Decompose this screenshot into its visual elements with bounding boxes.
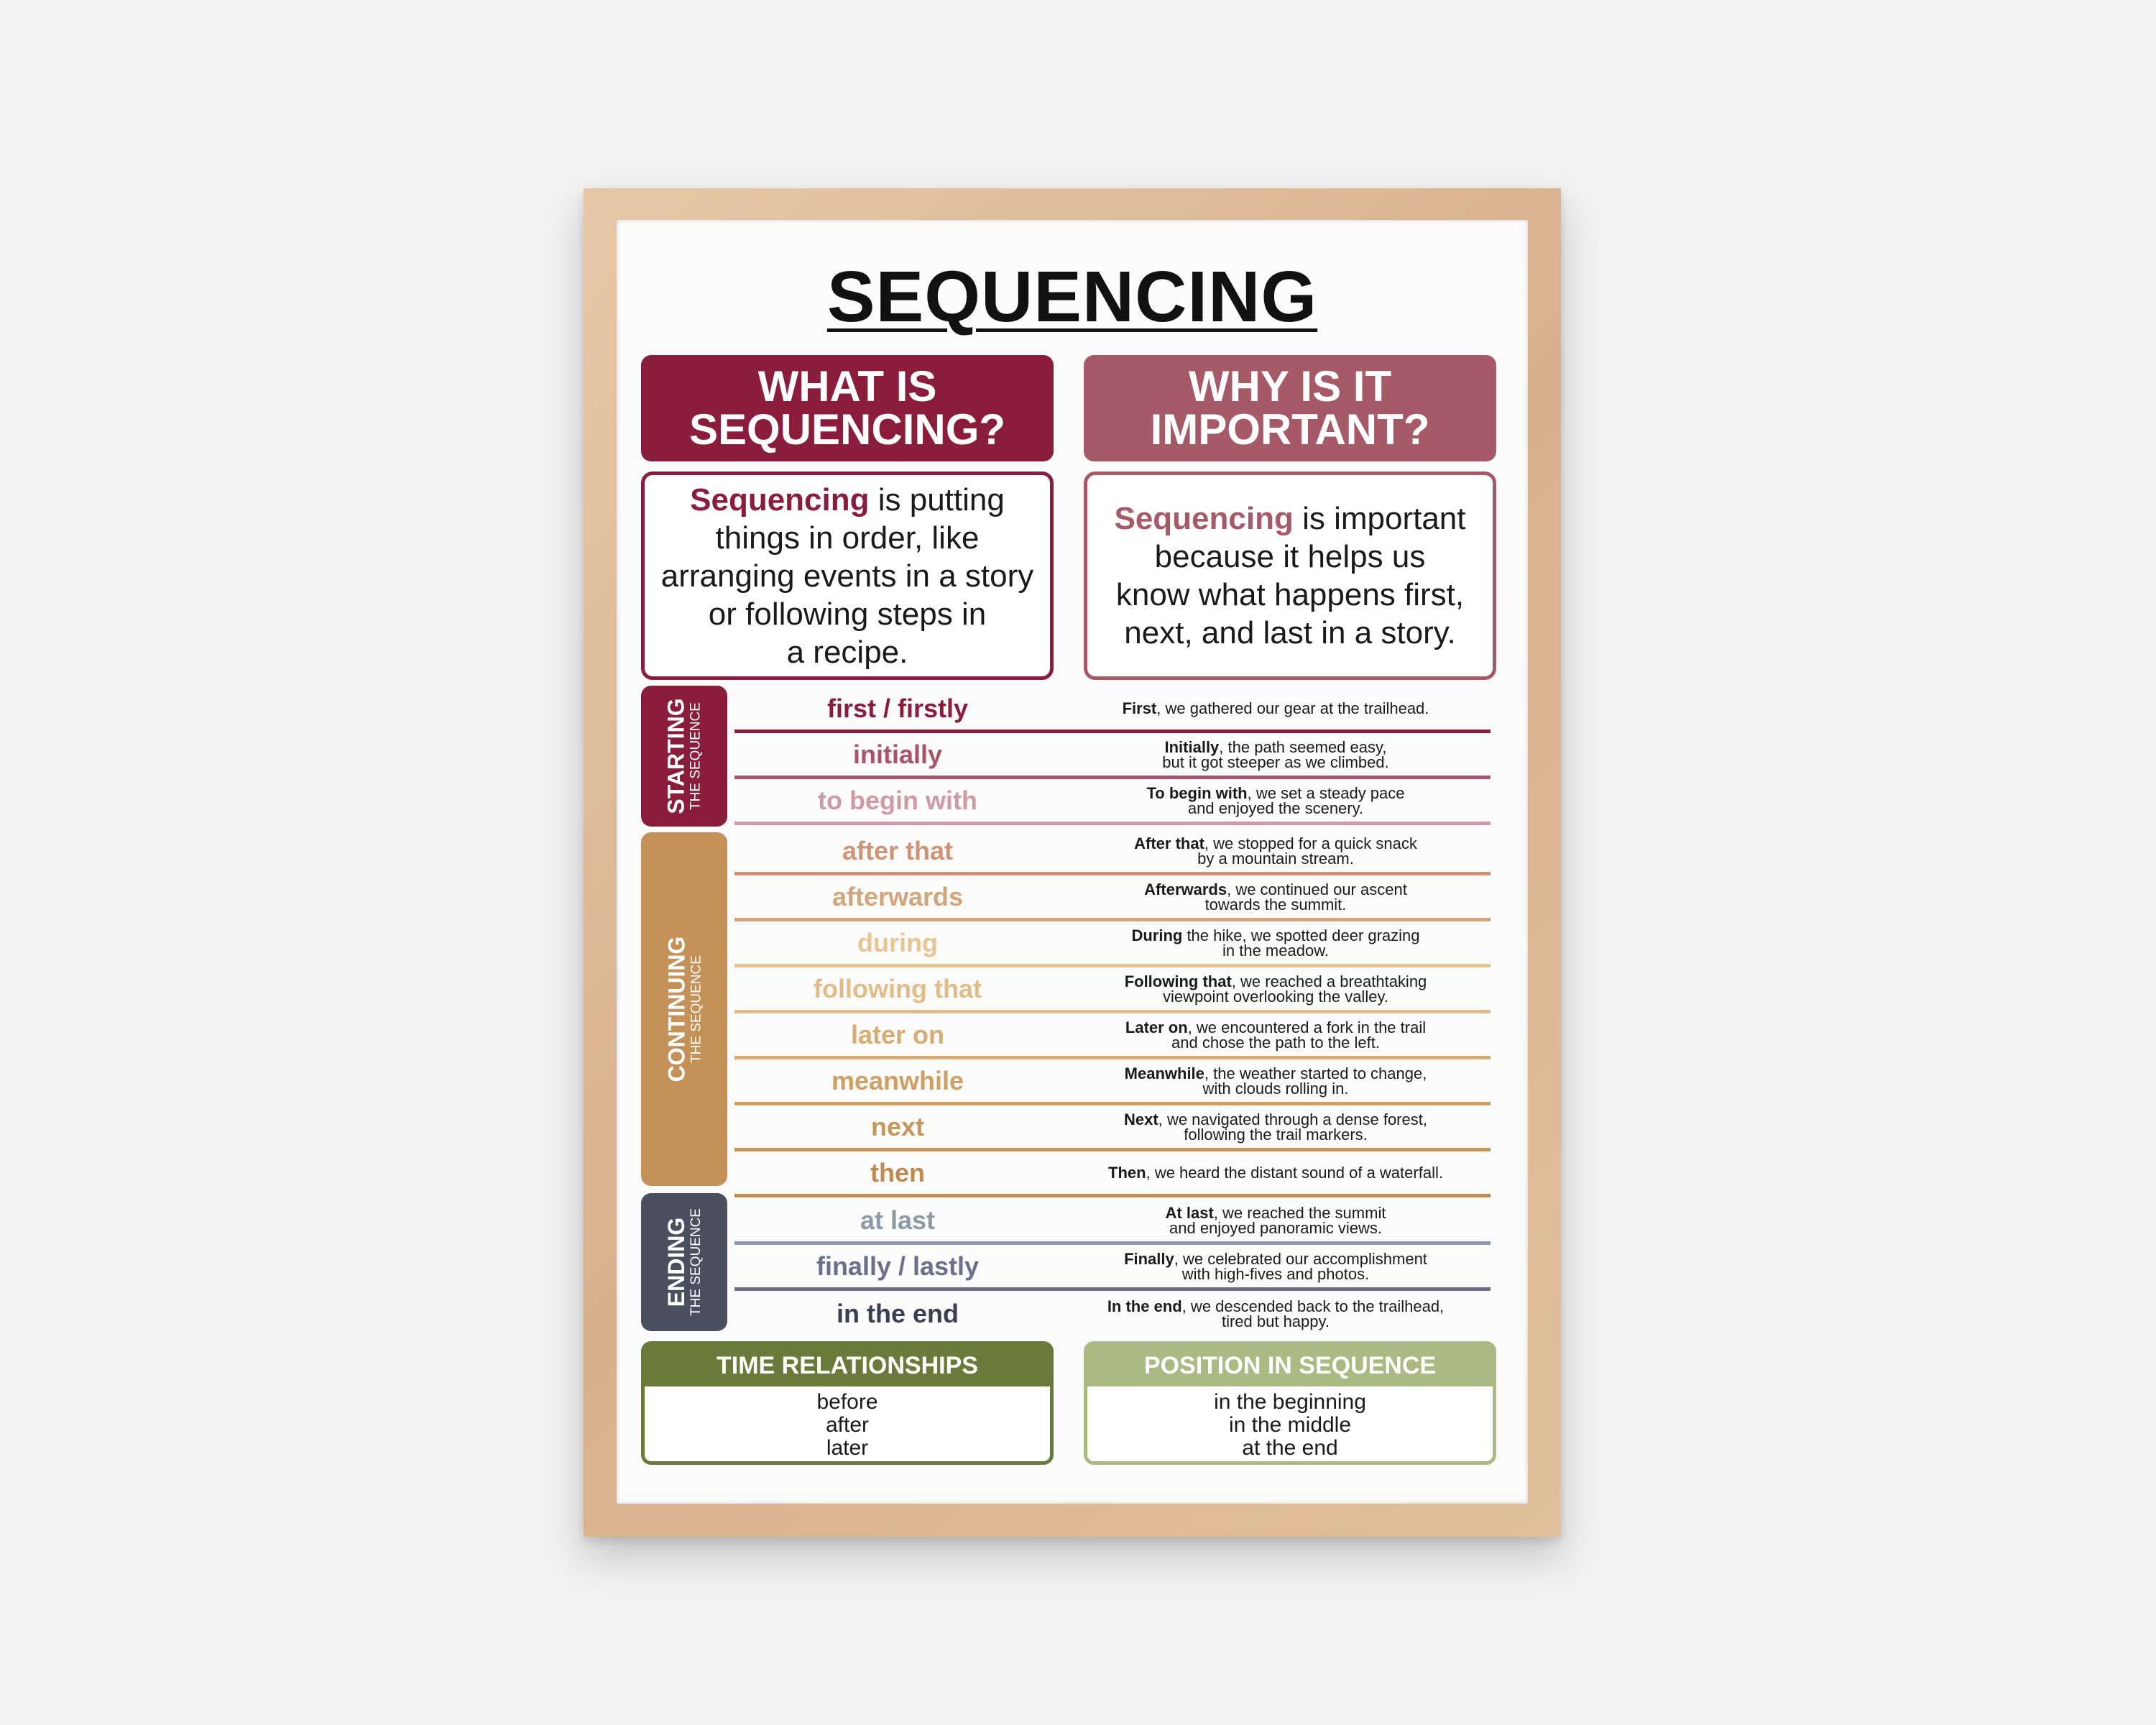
continuing-tab — [641, 832, 727, 1186]
row-word: first / firstly — [826, 693, 969, 723]
row-word: next — [870, 1111, 925, 1141]
why-text-3: know what happens first, — [1115, 577, 1465, 612]
continuing-label: CONTINUING — [663, 936, 689, 1082]
why-heading-line1: WHY IS IT — [1188, 362, 1392, 410]
row-word: at last — [860, 1205, 936, 1235]
what-term: Sequencing — [690, 482, 870, 518]
sequence-row — [734, 1245, 1491, 1291]
row-example: Initially, the path seemed easy, but it got steeper as we climbed. — [1162, 737, 1389, 771]
why-text-4: next, and last in a story. — [1124, 615, 1456, 650]
row-example: First, we gathered our gear at the trailhead. — [1122, 699, 1429, 717]
row-example: In the end, we descended back to the trailhead, tired but happy. — [1107, 1297, 1445, 1330]
sequence-row — [734, 829, 1491, 875]
position-in-sequence-box — [1084, 1341, 1496, 1465]
poster-title: SEQUENCING — [826, 257, 1318, 337]
what-text-1: is putting — [869, 482, 1005, 518]
continuing-sublabel: THE SEQUENCE — [688, 955, 704, 1063]
row-word: in the end — [837, 1299, 959, 1328]
starting-label: STARTING — [663, 698, 690, 814]
what-text-5: a recipe. — [786, 634, 908, 670]
row-example: Meanwhile, the weather started to change, with clouds rolling in. — [1124, 1064, 1427, 1098]
what-text-4: or following steps in — [708, 596, 987, 632]
position-in-sequence-heading: POSITION IN SEQUENCE — [1087, 1345, 1493, 1386]
time-relationships-heading: TIME RELATIONSHIPS — [645, 1345, 1050, 1386]
row-word: to begin with — [818, 785, 977, 815]
what-heading-line2: SEQUENCING? — [688, 405, 1006, 454]
ending-tab — [641, 1193, 727, 1331]
poster — [617, 220, 1528, 1504]
why-heading-line2: IMPORTANT? — [1150, 405, 1430, 454]
sequence-row — [734, 733, 1491, 779]
why-heading — [1084, 355, 1496, 461]
sequence-row — [734, 1291, 1491, 1337]
sequence-row — [734, 921, 1491, 967]
row-word: finally / lastly — [816, 1251, 980, 1281]
position-in-sequence-list — [1087, 1386, 1493, 1460]
row-word: during — [857, 927, 938, 957]
row-example: Then, we heard the distant sound of a waterfall. — [1108, 1164, 1443, 1182]
list-item: in the middle — [1228, 1413, 1352, 1437]
sequence-row — [734, 967, 1491, 1013]
row-example: At last, we reached the summit and enjoyed panoramic views. — [1165, 1203, 1386, 1237]
sequence-row — [734, 1199, 1491, 1245]
row-word: afterwards — [831, 881, 964, 911]
ending-label: ENDING — [663, 1217, 690, 1307]
why-definition — [1084, 472, 1496, 680]
what-text-2: things in order, like — [715, 520, 980, 556]
sequence-row — [734, 779, 1491, 825]
why-term: Sequencing — [1114, 501, 1294, 536]
sequence-row — [734, 687, 1491, 733]
row-example: Next, we navigated through a dense forest, following the trail markers. — [1124, 1110, 1427, 1144]
row-word: meanwhile — [831, 1065, 964, 1095]
sequence-row — [734, 875, 1491, 921]
sequence-row — [734, 1151, 1491, 1197]
row-example: During the hike, we spotted deer grazing in the meadow. — [1131, 926, 1420, 960]
wooden-frame — [584, 188, 1561, 1537]
sequence-row — [734, 1013, 1491, 1059]
list-item: at the end — [1242, 1436, 1338, 1460]
row-word: later on — [850, 1019, 945, 1049]
list-item: later — [826, 1436, 869, 1460]
what-text-3: arranging events in a story — [660, 558, 1034, 594]
list-item: in the beginning — [1214, 1390, 1366, 1414]
what-definition — [641, 472, 1054, 680]
ending-sublabel: THE SEQUENCE — [688, 1208, 704, 1316]
row-example: After that, we stopped for a quick snack by a mountain stream. — [1134, 834, 1417, 868]
row-word: following that — [814, 973, 982, 1003]
list-item: after — [825, 1413, 870, 1437]
row-example: To begin with, we set a steady pace and enjoyed the scenery. — [1146, 783, 1405, 817]
starting-sublabel: THE SEQUENCE — [688, 702, 704, 810]
row-word: then — [870, 1157, 925, 1187]
starting-tab — [641, 686, 727, 827]
why-text-1: is important — [1293, 501, 1466, 536]
row-example: Following that, we reached a breathtaking viewpoint overlooking the valley. — [1124, 972, 1427, 1006]
row-example: Afterwards, we continued our ascent towards the summit. — [1144, 880, 1407, 914]
row-example: Finally, we celebrated our accomplishment with high-fives and photos. — [1124, 1249, 1427, 1283]
sequence-row — [734, 1105, 1491, 1151]
row-example: Later on, we encountered a fork in the trail and chose the path to the left. — [1125, 1018, 1427, 1052]
row-word: after that — [842, 835, 954, 865]
list-item: before — [816, 1390, 878, 1414]
time-relationships-list — [645, 1386, 1050, 1460]
time-relationships-box — [641, 1341, 1054, 1465]
row-word: initially — [852, 739, 943, 769]
what-heading — [641, 355, 1054, 461]
why-text-2: because it helps us — [1154, 539, 1426, 574]
what-heading-line1: WHAT IS — [757, 362, 937, 410]
sequence-row — [734, 1059, 1491, 1105]
